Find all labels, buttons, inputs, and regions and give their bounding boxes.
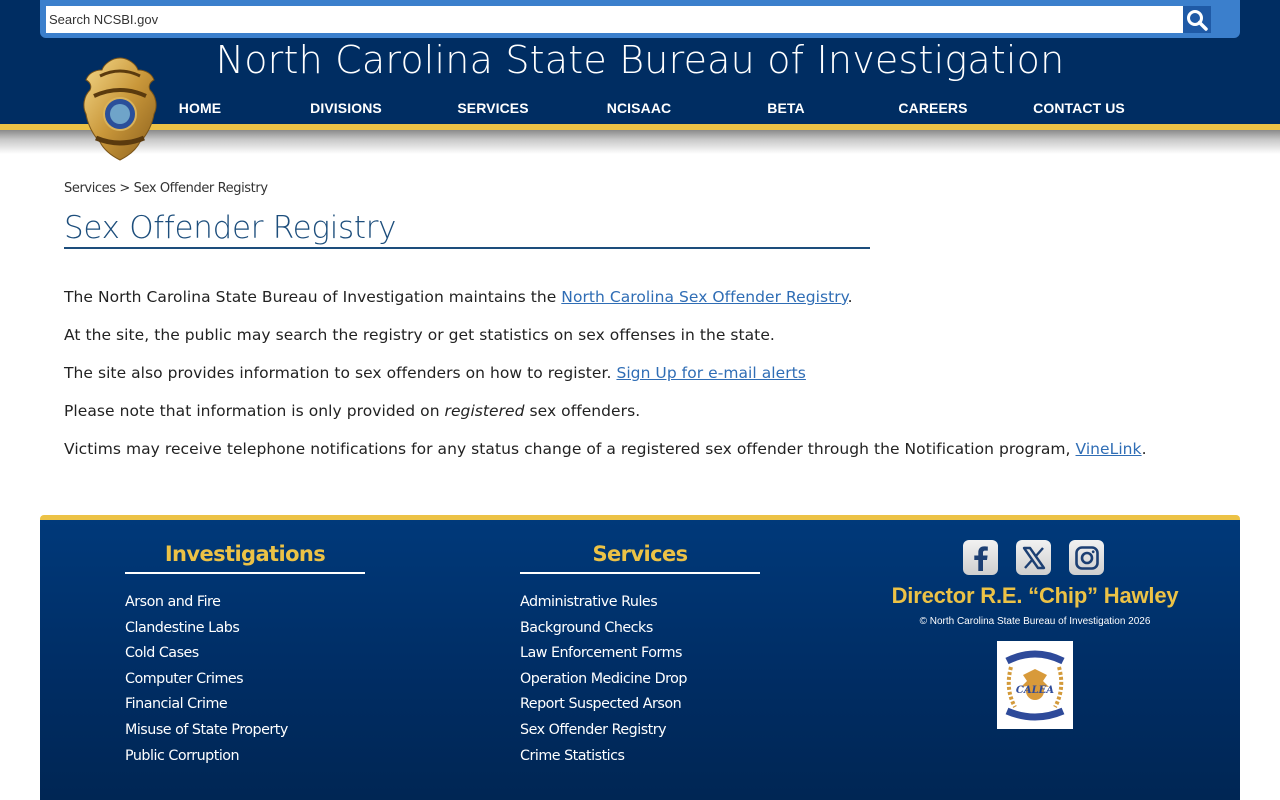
paragraph-text: Please note that information is only provided on <box>64 402 445 420</box>
breadcrumb-current: Sex Offender Registry <box>133 181 268 196</box>
instagram-button[interactable] <box>1069 540 1104 575</box>
footer-link[interactable]: Crime Statistics <box>520 747 625 764</box>
social-links <box>963 540 1104 575</box>
x-button[interactable] <box>1016 540 1051 575</box>
breadcrumb-separator: > <box>115 181 134 196</box>
search-input[interactable] <box>46 6 1183 33</box>
nav-ncisaac[interactable]: NCISAAC <box>606 100 672 116</box>
site-header <box>0 0 1280 124</box>
divider <box>520 572 760 574</box>
footer-link[interactable]: Public Corruption <box>125 747 240 764</box>
paragraph-register <box>64 362 1224 400</box>
site-title-text: North Carolina State Bureau of Investigation <box>215 38 1065 82</box>
paragraph-text: . <box>847 288 853 306</box>
nav-beta[interactable]: BETA <box>767 100 805 116</box>
footer-link[interactable]: Background Checks <box>520 619 653 636</box>
email-alerts-link[interactable]: Sign Up for e-mail alerts <box>616 364 806 382</box>
nav-careers[interactable]: CAREERS <box>898 100 968 116</box>
footer-link[interactable]: Law Enforcement Forms <box>520 645 682 662</box>
search-bar <box>40 0 1240 38</box>
x-icon <box>1021 545 1047 571</box>
footer-investigations-title[interactable]: Investigations <box>164 542 326 566</box>
nav-services[interactable]: SERVICES <box>457 100 529 116</box>
footer-link[interactable]: Cold Cases <box>125 645 199 662</box>
paragraph-text: . <box>1141 440 1147 458</box>
footer-link[interactable]: Administrative Rules <box>520 594 658 610</box>
calea-seal-icon <box>1001 645 1069 725</box>
divider <box>125 572 365 574</box>
svg-text:CALEA: CALEA <box>1015 685 1055 696</box>
facebook-button[interactable] <box>963 540 998 575</box>
footer-link[interactable]: Report Suspected Arson <box>520 696 682 713</box>
copyright-text: © North Carolina State Bureau of Investigation 2026 <box>919 616 1151 627</box>
footer-link[interactable]: Computer Crimes <box>125 670 244 687</box>
paragraph-search: At the site, the public may search the registry or get statistics on sex offenses in the state. <box>64 326 775 344</box>
calea-accreditation-logo[interactable] <box>997 641 1073 729</box>
footer-investigations-list <box>125 594 288 773</box>
badge-icon <box>80 56 160 162</box>
sbi-badge-logo[interactable] <box>80 56 160 162</box>
footer-services-title[interactable]: Services <box>592 542 688 566</box>
footer-link[interactable]: Financial Crime <box>125 696 228 713</box>
paragraph-victims <box>64 438 1224 476</box>
breadcrumb-services[interactable]: Services <box>64 181 116 196</box>
emphasis-registered: registered <box>444 402 525 420</box>
nc-sex-offender-registry-link[interactable]: North Carolina Sex Offender Registry <box>561 288 848 306</box>
page-title: Sex Offender Registry <box>64 208 870 249</box>
search-icon <box>1185 8 1209 32</box>
paragraph-text: The North Carolina State Bureau of Investigation maintains the <box>64 288 562 306</box>
breadcrumb <box>64 181 268 196</box>
nav-home[interactable]: HOME <box>178 100 222 116</box>
footer-link[interactable]: Clandestine Labs <box>125 619 240 636</box>
main-nav <box>0 100 1280 120</box>
nav-contact-us[interactable]: CONTACT US <box>1033 100 1125 116</box>
footer-services-list <box>520 594 687 773</box>
paragraph-text: The site also provides information to sex offenders on how to register. <box>64 364 617 382</box>
page-content <box>64 286 1224 476</box>
paragraph-text: Victims may receive telephone notifications for any status change of a registered sex offender through the Notification program, <box>64 440 1076 458</box>
footer-link[interactable]: Misuse of State Property <box>125 721 288 738</box>
header-shadow <box>0 130 1280 154</box>
facebook-icon <box>970 545 992 571</box>
footer-link[interactable]: Arson and Fire <box>125 594 221 610</box>
director-name: Director R.E. “Chip” Hawley <box>891 583 1179 608</box>
vinelink-link[interactable]: VineLink <box>1075 440 1142 458</box>
paragraph-note <box>64 400 1224 438</box>
footer-link[interactable]: Sex Offender Registry <box>520 721 667 738</box>
instagram-icon <box>1074 545 1100 571</box>
nav-divisions[interactable]: DIVISIONS <box>310 100 382 116</box>
paragraph-intro <box>64 286 1224 324</box>
site-title[interactable] <box>0 38 1280 82</box>
paragraph-text: sex offenders. <box>524 402 641 420</box>
site-footer <box>40 515 1240 800</box>
footer-link[interactable]: Operation Medicine Drop <box>520 670 688 687</box>
search-button[interactable] <box>1183 6 1211 33</box>
